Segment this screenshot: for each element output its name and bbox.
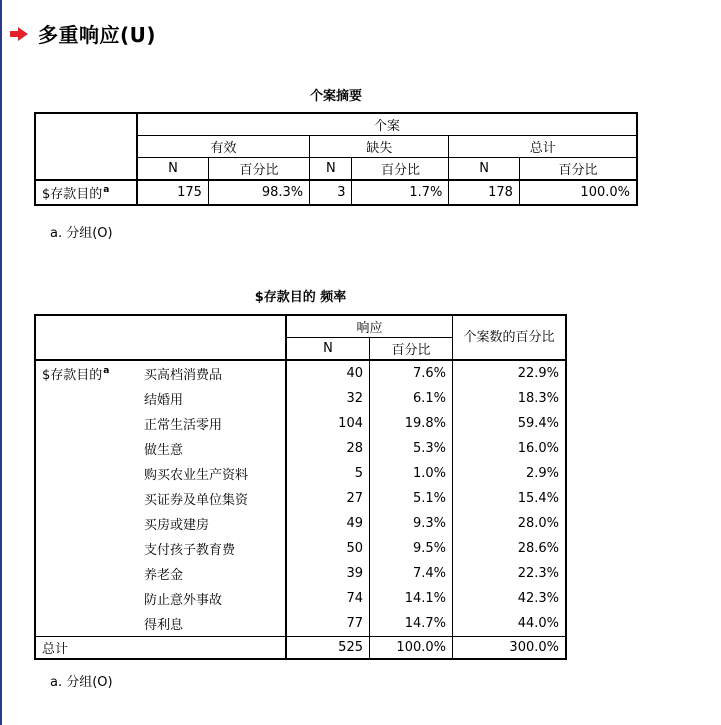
freq-total-label: 总计 <box>35 637 286 660</box>
table-row <box>35 411 566 436</box>
summary-cell: 178 <box>449 180 519 205</box>
freq-row-group-label <box>35 386 138 411</box>
summary-cell: 100.0% <box>519 180 637 205</box>
frequency-table[interactable] <box>34 314 567 660</box>
freq-cell-pct: 9.5% <box>370 536 453 561</box>
freq-cell-case-pct: 42.3% <box>453 586 567 611</box>
freq-cell-case-pct: 15.4% <box>453 486 567 511</box>
freq-cell-case-pct: 44.0% <box>453 611 567 637</box>
freq-cell-n: 5 <box>286 461 370 486</box>
freq-row-label: 防止意外事故 <box>138 586 286 611</box>
freq-cell-case-pct: 16.0% <box>453 436 567 461</box>
table-row <box>35 180 637 205</box>
summary-header-missing: 缺失 <box>310 136 449 158</box>
summary-cell: 175 <box>137 180 208 205</box>
freq-cell-case-pct: 28.6% <box>453 536 567 561</box>
freq-total-pct: 100.0% <box>370 637 453 660</box>
freq-row-group-label <box>35 411 138 436</box>
heading-title: 多重响应(U) <box>38 23 157 47</box>
freq-row-group-label <box>35 486 138 511</box>
freq-cell-n: 40 <box>286 360 370 386</box>
freq-col-header-pct: 百分比 <box>370 338 453 361</box>
freq-total-case-pct: 300.0% <box>453 637 567 660</box>
freq-row-group-label <box>35 436 138 461</box>
case-summary-table[interactable] <box>34 112 638 206</box>
freq-total-n: 525 <box>286 637 370 660</box>
frequency-footnote: a. 分组(O) <box>50 675 113 690</box>
freq-row-group-label <box>35 586 138 611</box>
summary-group-header: 个案 <box>137 113 637 136</box>
summary-col-header: N <box>449 158 519 181</box>
table-row <box>35 536 566 561</box>
summary-col-header: 百分比 <box>208 158 309 181</box>
freq-cell-pct: 5.1% <box>370 486 453 511</box>
freq-cell-pct: 7.6% <box>370 360 453 386</box>
freq-cell-n: 77 <box>286 611 370 637</box>
freq-row-label: 买房或建房 <box>138 511 286 536</box>
freq-cell-n: 74 <box>286 586 370 611</box>
freq-cell-case-pct: 2.9% <box>453 461 567 486</box>
freq-cell-pct: 7.4% <box>370 561 453 586</box>
freq-row-group-label <box>35 561 138 586</box>
summary-table-title: 个案摘要 <box>309 89 362 104</box>
summary-col-header: 百分比 <box>352 158 449 181</box>
table-row <box>35 436 566 461</box>
table-row <box>35 486 566 511</box>
freq-cell-case-pct: 22.3% <box>453 561 567 586</box>
freq-cell-n: 39 <box>286 561 370 586</box>
freq-cell-case-pct: 22.9% <box>453 360 567 386</box>
footnote-marker: a <box>103 366 110 376</box>
freq-cell-n: 32 <box>286 386 370 411</box>
freq-cell-pct: 6.1% <box>370 386 453 411</box>
frequency-table-title: $存款目的 频率 <box>254 290 347 305</box>
table-row <box>35 637 566 660</box>
freq-cell-n: 104 <box>286 411 370 436</box>
freq-cell-pct: 5.3% <box>370 436 453 461</box>
freq-body <box>35 360 566 637</box>
freq-row-label: 结婚用 <box>138 386 286 411</box>
freq-cell-pct: 9.3% <box>370 511 453 536</box>
table-row <box>35 561 566 586</box>
summary-header-valid: 有效 <box>137 136 310 158</box>
freq-cell-pct: 14.1% <box>370 586 453 611</box>
freq-row-label: 做生意 <box>138 436 286 461</box>
left-border-rule <box>0 0 2 725</box>
summary-row-label: $存款目的$^a$ <box>35 180 137 205</box>
summary-col-header: 百分比 <box>519 158 637 181</box>
freq-cell-n: 50 <box>286 536 370 561</box>
freq-cell-pct: 14.7% <box>370 611 453 637</box>
table-row <box>35 511 566 536</box>
table-row <box>35 461 566 486</box>
footnote-marker: a <box>103 185 110 195</box>
summary-corner-cell <box>35 113 137 180</box>
freq-response-header: 响应 <box>286 315 453 338</box>
freq-cell-pct: 1.0% <box>370 461 453 486</box>
freq-cell-pct: 19.8% <box>370 411 453 436</box>
summary-col-header: N <box>137 158 208 181</box>
freq-row-label: 买高档消费品 <box>138 360 286 386</box>
summary-header-total: 总计 <box>449 136 637 158</box>
table-row <box>35 386 566 411</box>
freq-row-label: 买证券及单位集资 <box>138 486 286 511</box>
freq-cell-n: 28 <box>286 436 370 461</box>
freq-row-group-label <box>35 611 138 637</box>
freq-cell-n: 27 <box>286 486 370 511</box>
freq-case-pct-header: 个案数的百分比 <box>453 315 567 360</box>
freq-row-group-label <box>35 511 138 536</box>
freq-row-group-label <box>35 536 138 561</box>
freq-row-label: 得利息 <box>138 611 286 637</box>
summary-footnote: a. 分组(O) <box>50 226 113 241</box>
freq-cell-case-pct: 18.3% <box>453 386 567 411</box>
freq-cell-case-pct: 28.0% <box>453 511 567 536</box>
freq-row-group-label: $存款目的$^a$ <box>35 360 138 386</box>
freq-row-label: 购买农业生产资料 <box>138 461 286 486</box>
freq-cell-n: 49 <box>286 511 370 536</box>
output-heading[interactable] <box>10 19 156 48</box>
red-right-arrow-icon <box>10 27 28 41</box>
table-row <box>35 611 566 637</box>
summary-col-header: N <box>310 158 352 181</box>
table-row <box>35 360 566 386</box>
freq-row-label: 养老金 <box>138 561 286 586</box>
freq-row-label: 支付孩子教育费 <box>138 536 286 561</box>
summary-cell: 1.7% <box>352 180 449 205</box>
summary-cell: 3 <box>310 180 352 205</box>
freq-corner-cell <box>35 315 286 360</box>
freq-col-header-n: N <box>286 338 370 361</box>
freq-row-group-label <box>35 461 138 486</box>
freq-row-label: 正常生活零用 <box>138 411 286 436</box>
table-row <box>35 586 566 611</box>
freq-cell-case-pct: 59.4% <box>453 411 567 436</box>
summary-cell: 98.3% <box>208 180 309 205</box>
